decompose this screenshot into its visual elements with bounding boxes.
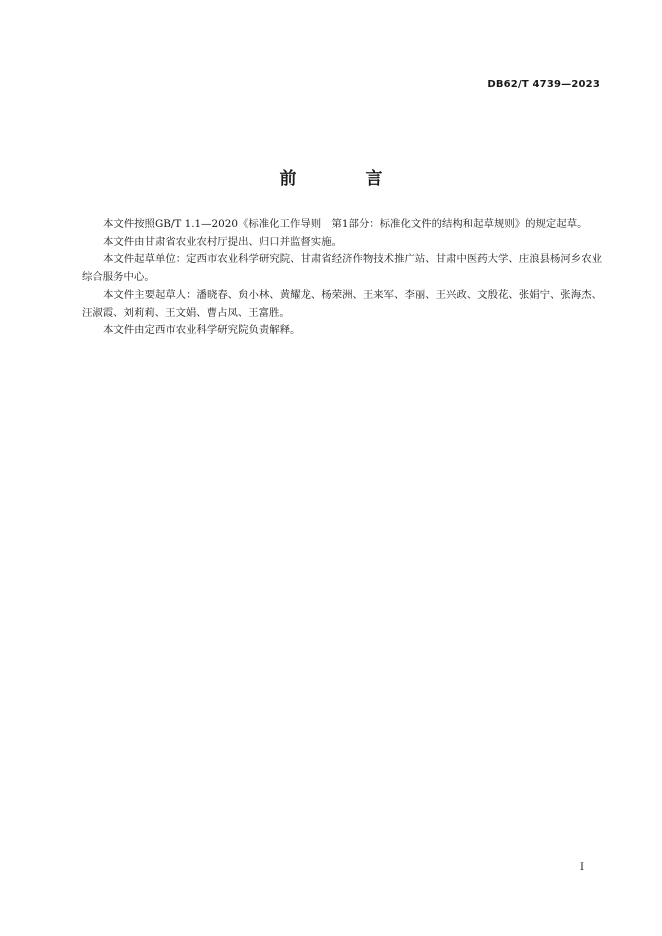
paragraph-proposer: 本文件由甘肃省农业农村厅提出、归口并监督实施。: [103, 235, 342, 248]
page-number: I: [580, 862, 584, 873]
paragraph-drafting-basis: 本文件按照GB/T 1.1—2020《标准化工作导则 第1部分：标准化文件的结构和起草规则》的规定起草。: [103, 218, 588, 230]
standard-number: DB62/T 4739—2023: [487, 79, 600, 90]
paragraph-interpretation: 本文件由定西市农业科学研究院负责解释。: [103, 324, 301, 337]
paragraph-drafting-units: 本文件起草单位：定西市农业科学研究院、甘肃省经济作物技术推广站、甘肃中医药大学、庄浪县杨河乡农业综合服务中心。: [82, 253, 602, 284]
document-body: [82, 216, 602, 340]
paragraph-main-drafters: 本文件主要起草人：潘晓春、贠小林、黄耀龙、杨荣洲、王来军、李丽、王兴政、文殷花、张娟宁、张海杰、汪淑霞、刘莉莉、王文娟、曹占凤、王富胜。: [82, 288, 602, 319]
page-title: 前 言: [279, 169, 409, 189]
